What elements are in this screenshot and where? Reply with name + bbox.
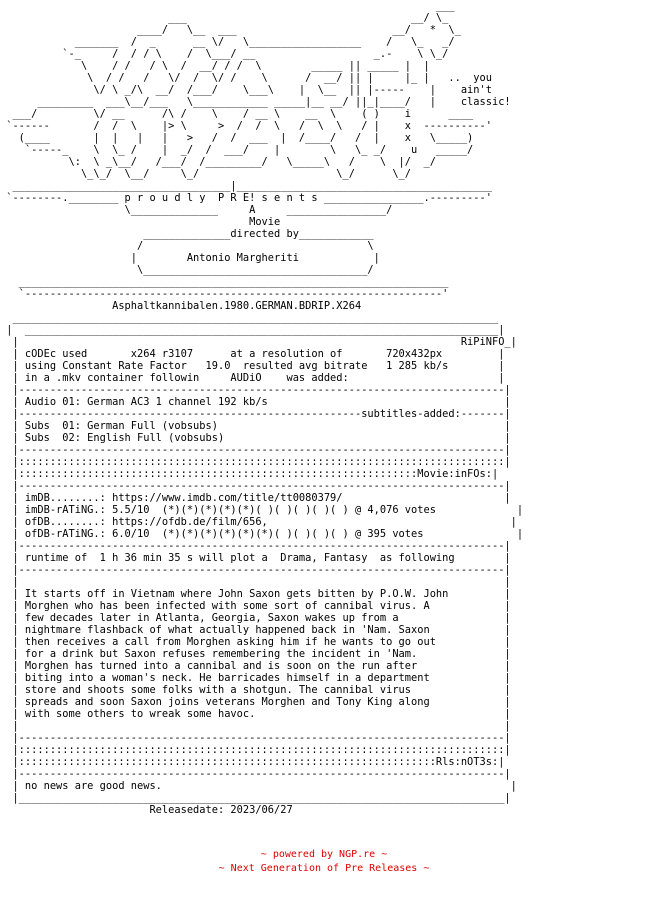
ascii-art-line: / \ [137,240,374,252]
ascii-art-line: \/ \ _/\ __/ /___/ \___\ | \__ || |----- | ain't [93,84,492,96]
ripinfo-line: | in a .mkv container followin AUDiO was added: | [12,372,505,384]
ascii-art-line: \____________________________________/ [137,264,374,276]
ascii-art-line: ______________directed by____________ [143,228,374,240]
box-top-line: ______________________________________________________________________________ [12,312,499,324]
plot-line: | few decades later in Atlanta, Georgia, Saxon wakes up from a | [12,612,511,624]
ripinfo-line: |------------------------------------------------------------------------------| [12,444,511,456]
plot-line: |:::::::::::::::::::::::::::::::::::::::::::::::::::::::::::::::::::Rls:nOT3s:| [12,756,505,768]
plot-line: Releasedate: 2023/06/27 [149,804,293,816]
ascii-art-line: ___ [435,0,455,12]
box-top-line: | RiPiNFO_| [12,336,517,348]
ripinfo-line: | cODEc used x264 r3107 at a resolution of 720x432px | [12,348,505,360]
movie-info-line: | imDB........: https://www.imdb.com/title/tt0080379/ | [12,492,511,504]
tagline-text: ~ Next Generation of Pre Releases ~ [218,863,430,874]
plot-and-notes-section [0,588,517,816]
ascii-art-line: `--------.________ p r o u d l y P R E! s e n t s ________________.---------' [6,192,492,204]
ascii-art-line: \_\_/ \__/ \_/ \_/ \_/ [80,168,412,180]
movie-info-line: | imDB-rATiNG.: 5.5/10 (*)(*)(*)(*)(*)( )( )( )( )( ) @ 4,076 votes | [12,504,524,516]
ascii-art-header [0,0,511,312]
ascii-art-line: (____ | | | | > / / ___ | /____/ / | x \_____) [18,132,474,144]
plot-line: | for a drink but Saxon refuses remembering the incident in 'Nam. | [12,648,511,660]
ascii-art-line: \ / / / \ / __/ / / \ _____ || _____ | | [80,60,430,72]
ripinfo-section [0,348,511,492]
powered-by-text: ~ powered by NGP.re ~ [260,849,388,860]
ascii-art-line: _______ / _ __ \/ \__________________ / \_ _/ [74,36,455,48]
plot-line: |------------------------------------------------------------------------------| [12,732,511,744]
plot-line: | Morghen has turned into a cannibal and is soon on the run after | [12,660,511,672]
movie-info-line: |------------------------------------------------------------------------------| [12,564,511,576]
movie-info-line: | | [12,576,511,588]
plot-line: | | [12,720,511,732]
ascii-art-line: \ / / / \/ / \/ / \ / __/ || | |_ | .. you [87,72,492,84]
plot-line: | store and shoots some folks with a shotgun. The cannibal virus | [12,684,511,696]
ripinfo-line: |------------------------------------------------------------------------------| [12,384,511,396]
ascii-art-line: `-----_ \ \_ / | _/ / ___/ | \ \_ _/ u _____/ [24,144,474,156]
ascii-art-line: _________ ___\__/___ \____________ _____|__ __/ ||_|____/ | classic! [37,96,511,108]
plot-line: |______________________________________________________________________________| [12,792,511,804]
ripinfo-line: |------------------------------------------------------------------------------| [12,480,511,492]
footer [0,848,648,876]
movie-info-line: | runtime of 1 h 36 min 35 s will plot a Drama, Fantasy as following | [12,552,511,564]
ascii-art-line: ____/ \__ ___ __/ * \_ [137,24,461,36]
ascii-art-line: ___/ \/ __ /\ / \ / __ \ __ \ ( ) i ____ [12,108,474,120]
box-top [0,312,517,348]
ripinfo-line: |::::::::::::::::::::::::::::::::::::::::::::::::::::::::::::::::::::::::::::::| [12,456,511,468]
plot-line: | no news are good news. | [12,780,517,792]
ascii-art-line: \______________ A ________________/ [124,204,393,216]
ascii-art-line: `-------------------------------------------------------------------' [18,288,449,300]
ripinfo-line: | Subs 01: German Full (vobsubs) | [12,420,511,432]
ascii-art-line: `------ / / \ |> \ > / / \ / \ \ / | x ----------' [6,120,492,132]
movie-info-line: | ofDB........: https://ofdb.de/film/656, | [12,516,517,528]
movie-info-section [0,492,523,588]
ripinfo-line: | Subs 02: English Full (vobsubs) | [12,432,511,444]
box-top-line: | ____________________________________________________________________________| [6,324,505,336]
movie-info-line: | ofDB-rATiNG.: 6.0/10 (*)(*)(*)(*)(*)(*)( )( )( )( ) @ 395 votes | [12,528,524,540]
ascii-art-line: `-_ / / / \ / \___/ __ _.- \ \_/ [62,48,449,60]
ascii-art-line: Asphaltkannibalen.1980.GERMAN.BDRIP.X264 [112,300,362,312]
ascii-art-line: ___________________________________|_________________________________________ [12,180,492,192]
ripinfo-line: |-------------------------------------------------------subtitles-added:-------| [12,408,511,420]
plot-line: | It starts off in Vietnam where John Saxon gets bitten by P.O.W. John | [12,588,511,600]
ascii-art-line: ___ __/ \_ [168,12,449,24]
plot-line: | then receives a call from Morghen asking him if he wants to go out | [12,636,511,648]
ripinfo-line: | Audio 01: German AC3 1 channel 192 kb/s | [12,396,511,408]
plot-line: | biting into a woman's neck. He barricades himself in a department | [12,672,511,684]
ascii-art-line: Movie [249,216,281,228]
plot-line: |------------------------------------------------------------------------------| [12,768,511,780]
plot-line: | spreads and soon Saxon joins veterans Morghen and Tony King along | [12,696,511,708]
plot-line: | with some others to wreak some havoc. | [12,708,511,720]
ascii-art-line: \: \ _\__/ /___/ /_________/ \_____\ / \ |/ _/ [68,156,436,168]
ascii-art-line: | Antonio Margheriti | [130,252,380,264]
plot-line: |::::::::::::::::::::::::::::::::::::::::::::::::::::::::::::::::::::::::::::::| [12,744,511,756]
plot-line: | nightmare flashback of what actually happened back in 'Nam. Saxon | [12,624,511,636]
movie-info-line: |------------------------------------------------------------------------------| [12,540,511,552]
plot-line: | Morghen who has been infected with some sort of cannibal virus. A | [12,600,511,612]
ripinfo-line: | using Constant Rate Factor 19.0 resulted avg bitrate 1 285 kb/s | [12,360,505,372]
ripinfo-line: |::::::::::::::::::::::::::::::::::::::::::::::::::::::::::::::::Movie:inFOs:| [12,468,499,480]
ascii-art-line: _____________________________________________________________________ [18,276,449,288]
